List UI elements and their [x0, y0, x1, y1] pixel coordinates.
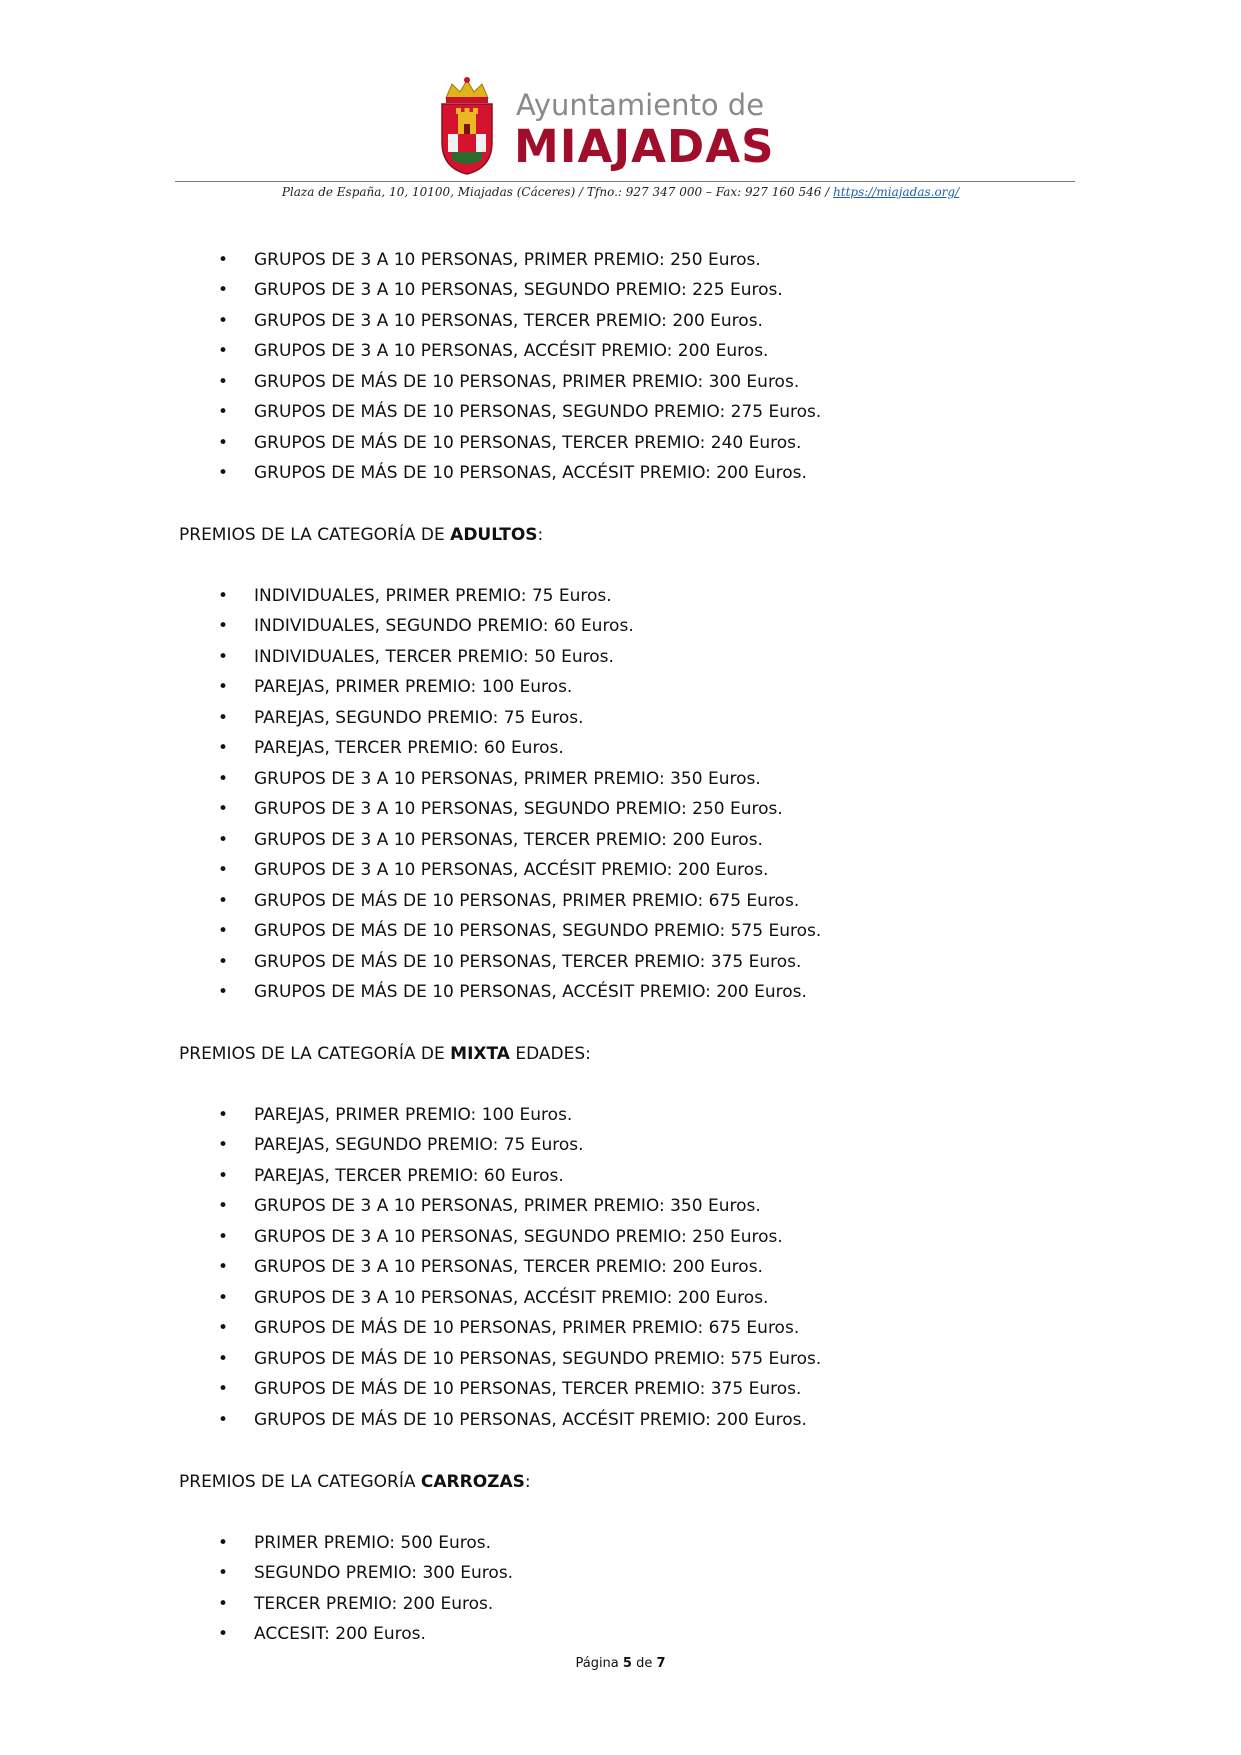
- section-heading-mixta: PREMIOS DE LA CATEGORÍA DE MIXTA EDADES:: [179, 1044, 591, 1064]
- bullet: •: [218, 616, 229, 636]
- page-label: Página: [575, 1656, 619, 1671]
- list-item: • GRUPOS DE 3 A 10 PERSONAS, TERCER PREMIO: 200 Euros.: [218, 830, 763, 850]
- bullet: •: [218, 341, 229, 361]
- list-item: • PAREJAS, PRIMER PREMIO: 100 Euros.: [218, 1105, 573, 1125]
- list-item: • GRUPOS DE MÁS DE 10 PERSONAS, TERCER PREMIO: 375 Euros.: [218, 952, 802, 972]
- list-item: • SEGUNDO PREMIO: 300 Euros.: [218, 1563, 514, 1583]
- list-item: • GRUPOS DE 3 A 10 PERSONAS, ACCÉSIT PREMIO: 200 Euros.: [218, 341, 769, 361]
- list-item: • GRUPOS DE MÁS DE 10 PERSONAS, ACCÉSIT PREMIO: 200 Euros.: [218, 1410, 807, 1430]
- list-item: • PAREJAS, TERCER PREMIO: 60 Euros.: [218, 1166, 564, 1186]
- list-item: • GRUPOS DE MÁS DE 10 PERSONAS, PRIMER PREMIO: 675 Euros.: [218, 1318, 800, 1338]
- bullet: •: [218, 921, 229, 941]
- bullet: •: [218, 250, 229, 270]
- list-item: • PAREJAS, TERCER PREMIO: 60 Euros.: [218, 738, 564, 758]
- bullet: •: [218, 1349, 229, 1369]
- section-heading-carrozas: PREMIOS DE LA CATEGORÍA CARROZAS:: [179, 1472, 531, 1492]
- bullet: •: [218, 799, 229, 819]
- bullet: •: [218, 982, 229, 1002]
- bullet: •: [218, 311, 229, 331]
- header-divider: [175, 181, 1075, 182]
- list-item: • TERCER PREMIO: 200 Euros.: [218, 1594, 494, 1614]
- list-item: • GRUPOS DE MÁS DE 10 PERSONAS, PRIMER PREMIO: 300 Euros.: [218, 372, 800, 392]
- bullet: •: [218, 1318, 229, 1338]
- bullet: •: [218, 1594, 229, 1614]
- header-address: [0, 185, 1241, 199]
- list-item: • GRUPOS DE 3 A 10 PERSONAS, TERCER PREMIO: 200 Euros.: [218, 311, 763, 331]
- list-item: • INDIVIDUALES, PRIMER PREMIO: 75 Euros.: [218, 586, 612, 606]
- list-item: • GRUPOS DE MÁS DE 10 PERSONAS, SEGUNDO PREMIO: 575 Euros.: [218, 921, 822, 941]
- bullet: •: [218, 433, 229, 453]
- bullet: •: [218, 891, 229, 911]
- bullet: •: [218, 1227, 229, 1247]
- list-item: • GRUPOS DE MÁS DE 10 PERSONAS, SEGUNDO PREMIO: 575 Euros.: [218, 1349, 822, 1369]
- list-item: • GRUPOS DE MÁS DE 10 PERSONAS, ACCÉSIT PREMIO: 200 Euros.: [218, 982, 807, 1002]
- bullet: •: [218, 677, 229, 697]
- bullet: •: [218, 738, 229, 758]
- list-item: • GRUPOS DE 3 A 10 PERSONAS, ACCÉSIT PREMIO: 200 Euros.: [218, 1288, 769, 1308]
- bullet: •: [218, 769, 229, 789]
- list-item: • INDIVIDUALES, SEGUNDO PREMIO: 60 Euros.: [218, 616, 634, 636]
- bullet: •: [218, 280, 229, 300]
- list-item: • GRUPOS DE 3 A 10 PERSONAS, SEGUNDO PREMIO: 250 Euros.: [218, 799, 783, 819]
- current-page-number: 5: [622, 1656, 632, 1671]
- page-separator: de: [636, 1656, 653, 1671]
- bullet: •: [218, 1196, 229, 1216]
- list-item: • PAREJAS, SEGUNDO PREMIO: 75 Euros.: [218, 1135, 584, 1155]
- total-pages-number: 7: [656, 1656, 666, 1671]
- bullet: •: [218, 708, 229, 728]
- bullet: •: [218, 1624, 229, 1644]
- bullet: •: [218, 952, 229, 972]
- bullet: •: [218, 1257, 229, 1277]
- municipality-logo: [438, 76, 775, 176]
- list-item: • GRUPOS DE MÁS DE 10 PERSONAS, TERCER PREMIO: 240 Euros.: [218, 433, 802, 453]
- bullet: •: [218, 1288, 229, 1308]
- list-item: • GRUPOS DE 3 A 10 PERSONAS, PRIMER PREMIO: 350 Euros.: [218, 769, 761, 789]
- list-item: • GRUPOS DE 3 A 10 PERSONAS, TERCER PREMIO: 200 Euros.: [218, 1257, 763, 1277]
- bullet: •: [218, 463, 229, 483]
- list-item: • GRUPOS DE 3 A 10 PERSONAS, PRIMER PREMIO: 350 Euros.: [218, 1196, 761, 1216]
- list-item: • PAREJAS, PRIMER PREMIO: 100 Euros.: [218, 677, 573, 697]
- list-item: • PRIMER PREMIO: 500 Euros.: [218, 1533, 492, 1553]
- logo-title-line1: Ayuntamiento de: [516, 88, 765, 122]
- list-item: • GRUPOS DE 3 A 10 PERSONAS, PRIMER PREMIO: 250 Euros.: [218, 250, 761, 270]
- bullet: •: [218, 1166, 229, 1186]
- bullet: •: [218, 372, 229, 392]
- bullet: •: [218, 830, 229, 850]
- bullet: •: [218, 647, 229, 667]
- list-item: • GRUPOS DE 3 A 10 PERSONAS, SEGUNDO PREMIO: 225 Euros.: [218, 280, 783, 300]
- list-item: • GRUPOS DE 3 A 10 PERSONAS, ACCÉSIT PREMIO: 200 Euros.: [218, 860, 769, 880]
- coat-of-arms-icon: [438, 76, 496, 176]
- page-footer: [0, 1656, 1241, 1671]
- bullet: •: [218, 586, 229, 606]
- bullet: •: [218, 402, 229, 422]
- page-header: [0, 0, 1241, 215]
- bullet: •: [218, 1563, 229, 1583]
- address-text: Plaza de España, 10, 10100, Miajadas (Cáceres) / Tfno.: 927 347 000 – Fax: 927 160 546 /: [281, 185, 834, 199]
- website-link[interactable]: https://miajadas.org/: [833, 185, 960, 199]
- list-item: • ACCESIT: 200 Euros.: [218, 1624, 426, 1644]
- logo-title-line2: MIAJADAS: [514, 120, 775, 173]
- list-item: • GRUPOS DE MÁS DE 10 PERSONAS, ACCÉSIT PREMIO: 200 Euros.: [218, 463, 807, 483]
- list-item: • GRUPOS DE MÁS DE 10 PERSONAS, SEGUNDO PREMIO: 275 Euros.: [218, 402, 822, 422]
- bullet: •: [218, 860, 229, 880]
- bullet: •: [218, 1410, 229, 1430]
- section-heading-adultos: PREMIOS DE LA CATEGORÍA DE ADULTOS:: [179, 525, 544, 545]
- bullet: •: [218, 1533, 229, 1553]
- bullet: •: [218, 1379, 229, 1399]
- bullet: •: [218, 1135, 229, 1155]
- list-item: • INDIVIDUALES, TERCER PREMIO: 50 Euros.: [218, 647, 614, 667]
- list-item: • GRUPOS DE MÁS DE 10 PERSONAS, PRIMER PREMIO: 675 Euros.: [218, 891, 800, 911]
- list-item: • GRUPOS DE MÁS DE 10 PERSONAS, TERCER PREMIO: 375 Euros.: [218, 1379, 802, 1399]
- bullet: •: [218, 1105, 229, 1125]
- list-item: • PAREJAS, SEGUNDO PREMIO: 75 Euros.: [218, 708, 584, 728]
- list-item: • GRUPOS DE 3 A 10 PERSONAS, SEGUNDO PREMIO: 250 Euros.: [218, 1227, 783, 1247]
